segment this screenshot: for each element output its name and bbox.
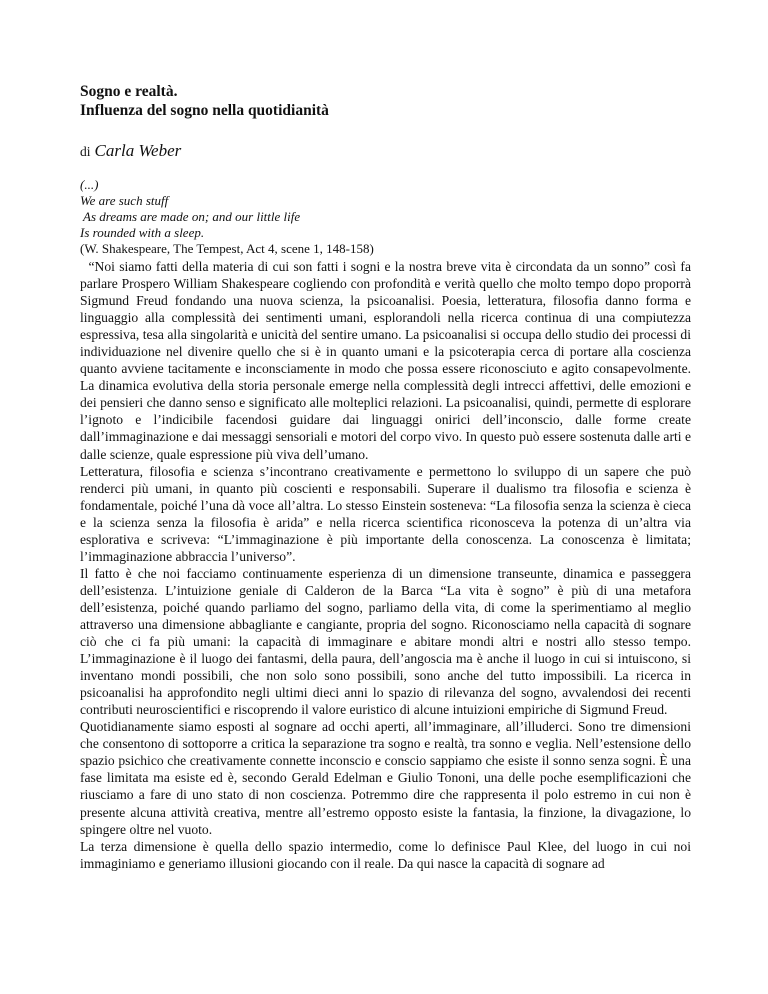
epigraph-line: We are such stuff	[80, 193, 169, 208]
paragraph: Il fatto è che noi facciamo continuamente esperienza di un dimensione transeunte, dinamica e passeggera dell’esistenza. L’intuizione geniale di Calderon de la Barca “La vita è sogno” è più di una metafora dell’esistenza, poiché quando parliamo del sogno, parliamo della vita, di come la sperimentiamo al meglio attraverso una dimensione abbagliante e cangiante, propria del sogno. Riconosciamo nella capacità di sognare ciò che ci fa più umani: la capacità di immaginare e abitare mondi altri e nostri allo stesso tempo. L’immaginazione è il luogo dei fantasmi, della paura, dell’angoscia ma è anche il luogo in cui si intuiscono, si inventano mondi possibili, che non solo sono possibili, sono anche del tutto impossibili. La ricerca in psicoanalisi ha approfondito negli ultimi dieci anni lo spazio di rilevanza del sogno, avvalendosi dei recenti contributi neuroscientifici e riscoprendo il valore euristico di alcune intuizioni empiriche di Sigmund Freud.	[80, 565, 691, 718]
title-line-1: Sogno e realtà.	[80, 83, 178, 100]
article-body	[80, 258, 691, 872]
byline	[80, 141, 181, 161]
paragraph: Letteratura, filosofia e scienza s’incontrano creativamente e permettono lo sviluppo di un sapere che può renderci più umani, in quanto più coscienti e responsabili. Superare il dualismo tra filosofia e scienza è fondamentale, poiché l’una dà voce all’altra. Lo stesso Einstein sosteneva: “La filosofia senza la scienza è cieca e la scienza senza la filosofia è arida” e nella ricerca scientifica riconosceva la potenza di un’altra via esplorativa e scriveva: “L’immaginazione è più importante della conoscenza. La conoscenza è limitata; l’immaginazione abbraccia l’universo”.	[80, 463, 691, 564]
byline-prefix: di	[80, 144, 91, 159]
epigraph-line: As dreams are made on; and our little life	[80, 209, 301, 224]
paragraph: La terza dimensione è quella dello spazio intermedio, come lo definisce Paul Klee, del luogo in cui noi immaginiamo e generiamo illusioni giocando con il reale. Da qui nasce la capacità di sognare ad	[80, 838, 691, 871]
paragraph: Quotidianamente siamo esposti al sognare ad occhi aperti, all’immaginare, all’illuderci. Sono tre dimensioni che consentono di sottoporre a critica la separazione tra sogno e realtà, tra sonno e veglia. Nell’estensione dello spazio psichico che creativamente connette inconscio e conscio sappiamo che esiste il sonno senza sogni. È una fase limitata ma esiste ed è, secondo Gerald Edelman e Giulio Tononi, una delle poche esemplificazioni che riusciamo a fare di uno stato di non coscienza. Potremmo dire che rappresenta il polo estremo in cui non è presente alcuna attività creativa, mentre all’estremo opposto esiste la fantasia, la finzione, la divagazione, lo spingere oltre nel vuoto.	[80, 719, 691, 837]
paragraph: “Noi siamo fatti della materia di cui son fatti i sogni e la nostra breve vita è circondata da un sonno” così fa parlare Prospero William Shakespeare cogliendo con profondità e verità quello che molto tempo dopo proporrà Sigmund Freud fondando una nuova scienza, la psicoanalisi. Poesia, letteratura, filosofia danno forma e linguaggio alla complessità dei sentimenti umani, esplorandoli nella ricerca continua di una compiutezza espressiva, tesa alla singolarità e unicità del sentire umano. La psicoanalisi si occupa dello studio dei processi di individuazione nel divenire quello che si è in quanto umani e la psicoterapia cerca di portare alla coscienza quanto avviene tacitamente e inconsciamente in modo che possa essere riconosciuto e agito consapevolmente. La dinamica evolutiva della storia personale emerge nella complessità degli intrecci affettivi, delle emozioni e dei pensieri che danno senso e significato alle molteplici relazioni. La psicoanalisi, quindi, permette di esplorare l’ignoto e l’indicibile facendosi guidare dai linguaggi onirici dell’inconscio, dalle forme create dall’immaginazione e dai messaggi sensoriali e motori del corpo vivo. In questo può essere sostenuta dalle arti e dalle scienze, quale espressione più viva dell’umano.	[80, 259, 691, 462]
epigraph	[80, 177, 690, 257]
epigraph-source: (W. Shakespeare, The Tempest, Act 4, scene 1, 148-158)	[80, 241, 374, 256]
title-line-2: Influenza del sogno nella quotidianità	[80, 102, 329, 119]
author-name: Carla Weber	[94, 141, 182, 160]
epigraph-line: (...)	[80, 177, 99, 192]
epigraph-line: Is rounded with a sleep.	[80, 225, 205, 240]
document-title	[80, 82, 690, 120]
